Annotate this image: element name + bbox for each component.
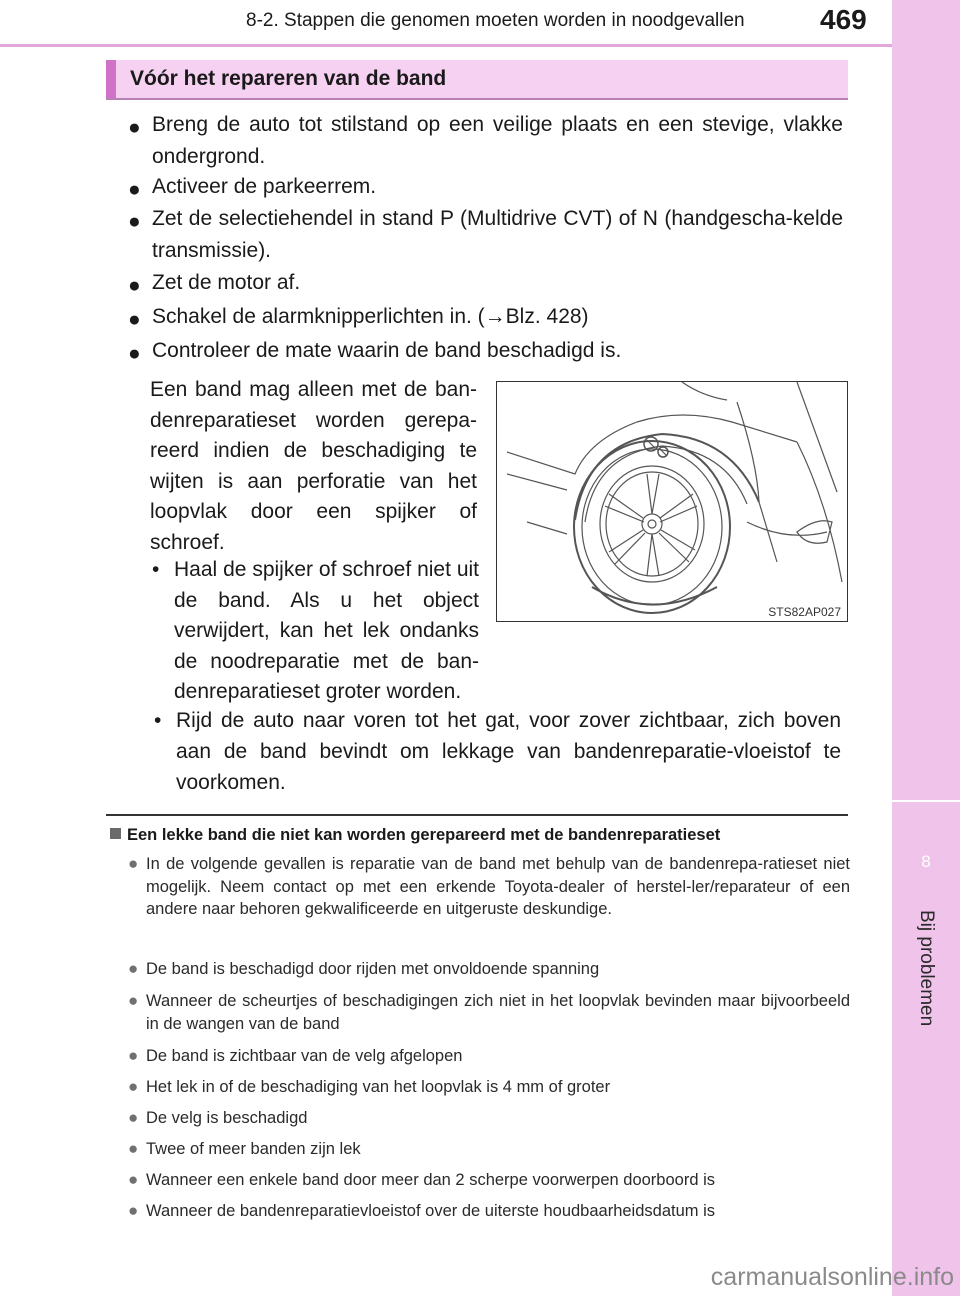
- note-dot-icon: ●: [128, 1201, 139, 1220]
- sub-bullet: • Rijd de auto naar voren tot het gat, voor zover zichtbaar, zich boven aan de band bevindt om lekkage van bandenreparatie-vloeistof te voorkomen.: [176, 705, 841, 798]
- note-dot-icon: ●: [128, 991, 139, 1010]
- sub-bullet-dot: •: [152, 558, 160, 581]
- watermark: carmanualsonline.info: [710, 1263, 954, 1291]
- note-item: ● Wanneer de bandenreparatievloeistof over de uiterste houdbaarheidsdatum is: [128, 1200, 850, 1223]
- note-dot-icon: ●: [128, 1108, 139, 1127]
- bullet-dot-icon: ●: [128, 308, 141, 331]
- bullet-dot-icon: ●: [128, 342, 141, 365]
- note-dot-icon: ●: [128, 1139, 139, 1158]
- sub-bullet: • Haal de spijker of schroef niet uit de band. Als u het object verwijdert, kan het lek ondanks de noodreparatie met de ban-denreparatieset groter worden.: [174, 555, 479, 708]
- section-title-box: [106, 60, 848, 98]
- figure-code: STS82AP027: [768, 605, 841, 619]
- sub-bullet-dot: •: [154, 709, 162, 732]
- bullet-item: ● Controleer de mate waarin de band beschadigd is.: [128, 335, 843, 367]
- note-item: ● Wanneer een enkele band door meer dan 2 scherpe voorwerpen doorboord is: [128, 1169, 850, 1192]
- note-item: ● De band is beschadigd door rijden met onvoldoende spanning: [128, 958, 850, 981]
- chapter-sidebar: [892, 0, 960, 1296]
- bullet-item: ● Breng de auto tot stilstand op een veilige plaats en een stevige, vlakke ondergrond.: [128, 113, 843, 168]
- header-rule: [0, 44, 892, 47]
- chapter-number: 8: [921, 852, 931, 871]
- note-dot-icon: ●: [128, 854, 139, 873]
- section-divider: [106, 814, 848, 816]
- square-bullet-icon: [110, 828, 121, 839]
- damage-paragraph: Een band mag alleen met de ban-denreparatieset worden gerepa-reerd indien de beschadiging te wijten is aan perforatie van het loopvlak door een spijker of schroef.: [150, 378, 477, 554]
- note-dot-icon: ●: [128, 1170, 139, 1189]
- sidebar-divider: [892, 800, 960, 802]
- section-underline: [106, 98, 848, 100]
- note-item: ● In de volgende gevallen is reparatie van de band met behulp van de bandenrepa-ratieset niet mogelijk. Neem contact op met een erkende Toyota-dealer of herstel-ler/reparateur of een andere naar behoren gekwalificeerde en uitgeruste deskundige.: [128, 854, 850, 918]
- bullet-dot-icon: ●: [128, 178, 141, 201]
- note-dot-icon: ●: [128, 1046, 139, 1065]
- note-item: ● Wanneer de scheurtjes of beschadigingen zich niet in het loopvlak bevinden maar bijvoorbeeld in de wangen van de band: [128, 991, 850, 1033]
- header-title: 8-2. Stappen die genomen moeten worden in noodgevallen: [246, 10, 745, 31]
- bullet-item: ● Zet de motor af.: [128, 267, 843, 299]
- flat-tire-figure: [496, 381, 848, 622]
- bullet-item: ● Schakel de alarmknipperlichten in. (→Blz. 428): [128, 301, 843, 333]
- note-dot-icon: ●: [128, 1077, 139, 1096]
- note-item: ● De velg is beschadigd: [128, 1107, 850, 1130]
- chapter-label: Bij problemen: [916, 910, 937, 1027]
- section-title: Vóór het repareren van de band: [130, 67, 447, 90]
- bullet-dot-icon: ●: [128, 116, 141, 139]
- page-number: 469: [820, 4, 867, 35]
- note-item: ● Twee of meer banden zijn lek: [128, 1138, 850, 1161]
- note-dot-icon: ●: [128, 959, 139, 978]
- bullet-dot-icon: ●: [128, 210, 141, 233]
- flat-tire-illustration: [497, 382, 848, 622]
- bullet-item: ● Activeer de parkeerrem.: [128, 171, 843, 203]
- note-heading: Een lekke band die niet kan worden gerepareerd met de bandenreparatieset: [110, 826, 720, 845]
- bullet-item: ● Zet de selectiehendel in stand P (Multidrive CVT) of N (handgescha-kelde transmissie).: [128, 207, 843, 262]
- note-item: ● Het lek in of de beschadiging van het loopvlak is 4 mm of groter: [128, 1076, 850, 1099]
- note-item: ● De band is zichtbaar van de velg afgelopen: [128, 1045, 850, 1068]
- bullet-dot-icon: ●: [128, 274, 141, 297]
